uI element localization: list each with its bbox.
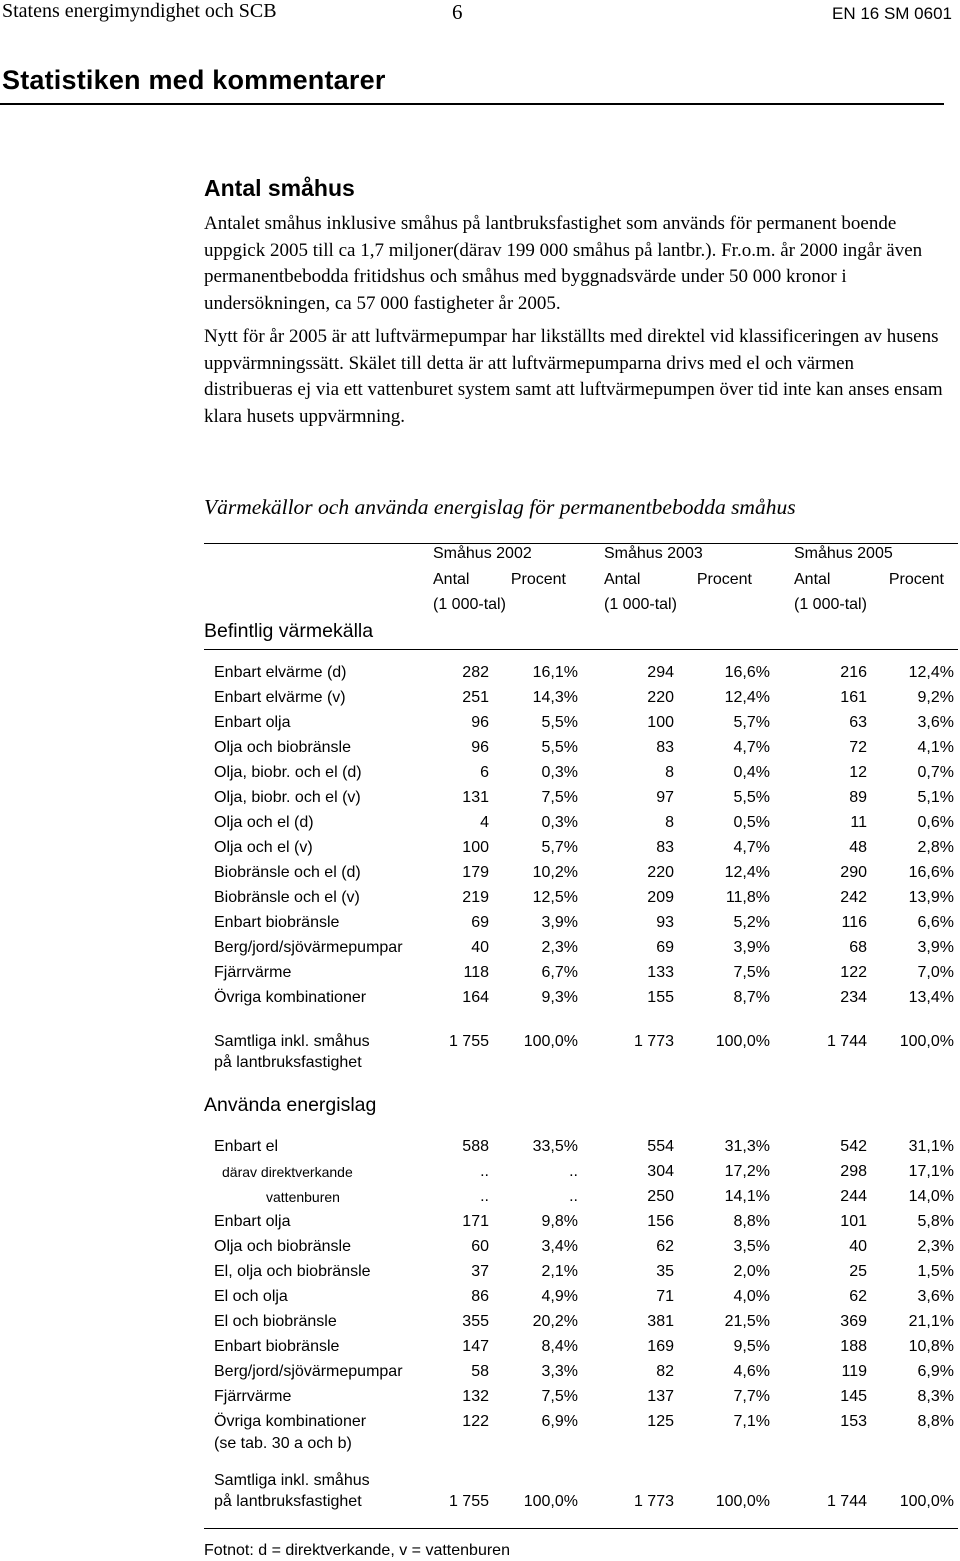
value-cell: 4,7%	[733, 739, 770, 756]
value-cell: 6,9%	[917, 1363, 954, 1380]
total-value: 100,0%	[523, 1493, 578, 1510]
value-cell: 294	[647, 664, 674, 681]
value-cell: 2,0%	[733, 1263, 770, 1280]
row-label: Enbart biobränsle	[214, 914, 340, 931]
value-cell: 304	[647, 1163, 674, 1180]
value-cell: 3,6%	[917, 714, 954, 731]
value-cell: 93	[656, 914, 674, 931]
value-cell: 21,1%	[908, 1313, 954, 1330]
unit-header: (1 000-tal)	[794, 596, 867, 613]
procent-header: Procent	[696, 571, 752, 588]
total-label: Samtliga inkl. småhus	[214, 1472, 370, 1489]
year-header: Småhus 2005	[794, 545, 893, 562]
value-cell: 97	[656, 789, 674, 806]
row-label: Biobränsle och el (d)	[214, 864, 361, 881]
table-rule-mid	[204, 649, 958, 650]
value-cell: 20,2%	[532, 1313, 578, 1330]
value-cell: 220	[647, 689, 674, 706]
value-cell: 169	[647, 1338, 674, 1355]
row-label: Enbart elvärme (d)	[214, 664, 347, 681]
row-label: (se tab. 30 a och b)	[214, 1435, 352, 1452]
value-cell: 10,2%	[532, 864, 578, 881]
value-cell: 7,1%	[733, 1413, 770, 1430]
row-label: Olja och el (d)	[214, 814, 314, 831]
row-label: vattenburen	[266, 1189, 340, 1205]
value-cell: 216	[840, 664, 867, 681]
value-cell: 588	[462, 1138, 489, 1155]
value-cell: 14,0%	[908, 1188, 954, 1205]
value-cell: 7,0%	[917, 964, 954, 981]
antal-header: Antal	[794, 571, 831, 588]
row-label: Enbart olja	[214, 714, 291, 731]
row-label: Övriga kombinationer	[214, 1413, 367, 1430]
value-cell: 0,7%	[917, 764, 954, 781]
value-cell: 9,8%	[541, 1213, 578, 1230]
value-cell: 5,2%	[733, 914, 770, 931]
value-cell: 125	[647, 1413, 674, 1430]
value-cell: 3,4%	[541, 1238, 578, 1255]
value-cell: 16,6%	[908, 864, 954, 881]
row-label: Olja, biobr. och el (d)	[214, 764, 362, 781]
row-label: därav direktverkande	[222, 1164, 353, 1180]
value-cell: 21,5%	[724, 1313, 770, 1330]
main-title: Statistiken med kommentarer	[2, 65, 386, 95]
row-label: Enbart olja	[214, 1213, 291, 1230]
value-cell: 40	[471, 939, 489, 956]
total-value: 100,0%	[715, 1493, 770, 1510]
value-cell: 9,3%	[541, 989, 578, 1006]
row-label: Olja och el (v)	[214, 839, 313, 856]
value-cell: 0,4%	[733, 764, 770, 781]
value-cell: 7,5%	[541, 1388, 578, 1405]
value-cell: 35	[656, 1263, 674, 1280]
value-cell: 122	[840, 964, 867, 981]
row-label: Olja och biobränsle	[214, 739, 351, 756]
total-value: 1 755	[448, 1033, 489, 1050]
row-label: Övriga kombinationer	[214, 989, 367, 1006]
value-cell: 0,3%	[541, 814, 578, 831]
value-cell: 164	[462, 989, 489, 1006]
value-cell: 2,3%	[541, 939, 578, 956]
total-value: 1 744	[826, 1493, 867, 1510]
table-caption: Värmekällor och använda energislag för permanentbebodda småhus	[204, 495, 796, 519]
value-cell: 122	[462, 1413, 489, 1430]
value-cell: 8,8%	[917, 1413, 954, 1430]
value-cell: 6,6%	[917, 914, 954, 931]
total-value: 100,0%	[715, 1033, 770, 1050]
value-cell: 209	[647, 889, 674, 906]
value-cell: 5,7%	[733, 714, 770, 731]
value-cell: 31,1%	[908, 1138, 954, 1155]
value-cell: 137	[647, 1388, 674, 1405]
value-cell: 48	[849, 839, 867, 856]
total-value: 1 755	[448, 1493, 489, 1510]
value-cell: 82	[656, 1363, 674, 1380]
value-cell: 3,9%	[733, 939, 770, 956]
value-cell: 3,3%	[541, 1363, 578, 1380]
value-cell: 381	[647, 1313, 674, 1330]
value-cell: 100	[647, 714, 674, 731]
value-cell: 282	[462, 664, 489, 681]
value-cell: 40	[849, 1238, 867, 1255]
value-cell: 10,8%	[908, 1338, 954, 1355]
paragraph-1: Antalet småhus inklusive småhus på lantbruksfastighet som används för permanent boende uppgick 2005 till ca 1,7 miljoner(därav 199 000 småhus på lantbr.). Fr.o.m. år 2000 ingår även permanentbebodda fritidshus och småhus med byggnadsvärde under 50 000 kronor i undersökningen, ca 57 000 fastigheter år 2005.	[204, 213, 923, 314]
value-cell: 132	[462, 1388, 489, 1405]
value-cell: 133	[647, 964, 674, 981]
unit-header: (1 000-tal)	[433, 596, 506, 613]
row-label: Fjärrvärme	[214, 1388, 292, 1405]
value-cell: 4,7%	[733, 839, 770, 856]
value-cell: 12,4%	[908, 664, 954, 681]
value-cell: 2,8%	[917, 839, 954, 856]
value-cell: 101	[840, 1213, 867, 1230]
section-title: Antal småhus	[204, 175, 355, 201]
total-value: 100,0%	[899, 1493, 954, 1510]
row-label: Enbart el	[214, 1138, 279, 1155]
total-value: 100,0%	[899, 1033, 954, 1050]
value-cell: 9,2%	[917, 689, 954, 706]
value-cell: 8	[665, 764, 674, 781]
value-cell: 2,3%	[917, 1238, 954, 1255]
value-cell: 554	[647, 1138, 674, 1155]
total-value: 1 773	[633, 1493, 674, 1510]
value-cell: 83	[656, 739, 674, 756]
value-cell: 7,5%	[541, 789, 578, 806]
value-cell: 161	[840, 689, 867, 706]
value-cell: 219	[462, 889, 489, 906]
procent-header: Procent	[510, 571, 566, 588]
value-cell: ..	[569, 1163, 578, 1180]
value-cell: 8,4%	[541, 1338, 578, 1355]
value-cell: ..	[569, 1188, 578, 1205]
value-cell: 118	[463, 964, 489, 981]
value-cell: 58	[471, 1363, 489, 1380]
value-cell: 171	[462, 1213, 489, 1230]
value-cell: 5,7%	[541, 839, 578, 856]
header-left: Statens energimyndighet och SCB	[2, 0, 277, 22]
page-number: 6	[452, 0, 463, 24]
row-label: El, olja och biobränsle	[214, 1263, 371, 1280]
section-heading: Använda energislag	[204, 1094, 377, 1116]
value-cell: 5,5%	[541, 714, 578, 731]
value-cell: 145	[840, 1388, 867, 1405]
value-cell: 60	[471, 1238, 489, 1255]
value-cell: 242	[840, 889, 867, 906]
footnote: Fotnot: d = direktverkande, v = vattenburen	[204, 1542, 510, 1559]
header-right: EN 16 SM 0601	[831, 4, 952, 23]
value-cell: 12,5%	[532, 889, 578, 906]
value-cell: 0,6%	[917, 814, 954, 831]
value-cell: 83	[656, 839, 674, 856]
value-cell: 9,5%	[733, 1338, 770, 1355]
value-cell: ..	[480, 1163, 489, 1180]
antal-header: Antal	[604, 571, 641, 588]
value-cell: 71	[656, 1288, 674, 1305]
value-cell: 6,7%	[541, 964, 578, 981]
value-cell: 69	[471, 914, 489, 931]
value-cell: 3,9%	[917, 939, 954, 956]
total-label: Samtliga inkl. småhus	[214, 1033, 370, 1050]
value-cell: 12	[849, 764, 867, 781]
value-cell: 147	[462, 1338, 489, 1355]
value-cell: 5,8%	[917, 1213, 954, 1230]
row-label: Berg/jord/sjövärmepumpar	[214, 1363, 403, 1380]
value-cell: 69	[656, 939, 674, 956]
value-cell: 251	[462, 689, 489, 706]
value-cell: 3,9%	[541, 914, 578, 931]
value-cell: 369	[840, 1313, 867, 1330]
value-cell: 31,3%	[724, 1138, 770, 1155]
value-cell: 179	[462, 864, 489, 881]
total-value: 1 773	[633, 1033, 674, 1050]
paragraph-2: Nytt för år 2005 är att luftvärmepumpar har likställts med direktel vid klassificeringen av husens uppvärmningssätt. Skälet till detta är att luftvärmepumparna drivs med el och värmen distribueras ej via ett vattenburet system samt att luftvärmepumpen över tid inte kan anses ensam klara husets uppvärmning.	[204, 326, 943, 427]
value-cell: 234	[840, 989, 867, 1006]
year-header: Småhus 2003	[604, 545, 703, 562]
value-cell: 244	[840, 1188, 867, 1205]
row-label: Berg/jord/sjövärmepumpar	[214, 939, 403, 956]
value-cell: 3,6%	[917, 1288, 954, 1305]
value-cell: 96	[471, 714, 489, 731]
value-cell: 298	[840, 1163, 867, 1180]
value-cell: 131	[462, 789, 489, 806]
value-cell: 7,7%	[733, 1388, 770, 1405]
value-cell: 17,2%	[724, 1163, 770, 1180]
value-cell: 119	[841, 1363, 867, 1380]
value-cell: 12,4%	[724, 864, 770, 881]
value-cell: 8,3%	[917, 1388, 954, 1405]
year-header: Småhus 2002	[433, 545, 532, 562]
title-rule	[0, 103, 944, 105]
value-cell: 11,8%	[725, 889, 770, 906]
value-cell: 8,8%	[733, 1213, 770, 1230]
value-cell: 89	[849, 789, 867, 806]
value-cell: 68	[849, 939, 867, 956]
value-cell: 1,5%	[917, 1263, 954, 1280]
value-cell: 96	[471, 739, 489, 756]
value-cell: 4,9%	[541, 1288, 578, 1305]
row-label: Enbart biobränsle	[214, 1338, 340, 1355]
value-cell: 220	[647, 864, 674, 881]
row-label: Fjärrvärme	[214, 964, 292, 981]
row-label: El och biobränsle	[214, 1313, 337, 1330]
value-cell: 37	[471, 1263, 489, 1280]
value-cell: 6,9%	[541, 1413, 578, 1430]
value-cell: 542	[840, 1138, 867, 1155]
value-cell: 14,3%	[532, 689, 578, 706]
value-cell: 86	[471, 1288, 489, 1305]
value-cell: 3,5%	[733, 1238, 770, 1255]
value-cell: 355	[462, 1313, 489, 1330]
table-rule-bottom	[204, 1528, 958, 1529]
value-cell: 17,1%	[908, 1163, 954, 1180]
value-cell: 188	[840, 1338, 867, 1355]
value-cell: ..	[480, 1188, 489, 1205]
total-label: på lantbruksfastighet	[214, 1493, 362, 1510]
value-cell: 2,1%	[541, 1263, 578, 1280]
value-cell: 13,9%	[908, 889, 954, 906]
row-label: Biobränsle och el (v)	[214, 889, 360, 906]
value-cell: 8,7%	[733, 989, 770, 1006]
value-cell: 4	[480, 814, 489, 831]
value-cell: 250	[647, 1188, 674, 1205]
value-cell: 4,0%	[733, 1288, 770, 1305]
total-value: 1 744	[826, 1033, 867, 1050]
value-cell: 13,4%	[908, 989, 954, 1006]
antal-header: Antal	[433, 571, 470, 588]
total-label: på lantbruksfastighet	[214, 1054, 362, 1071]
value-cell: 12,4%	[724, 689, 770, 706]
value-cell: 4,6%	[733, 1363, 770, 1380]
value-cell: 155	[647, 989, 674, 1006]
value-cell: 153	[840, 1413, 867, 1430]
value-cell: 6	[480, 764, 489, 781]
value-cell: 0,3%	[541, 764, 578, 781]
value-cell: 16,1%	[532, 664, 578, 681]
value-cell: 16,6%	[724, 664, 770, 681]
section-heading: Befintlig värmekälla	[204, 620, 374, 642]
value-cell: 5,5%	[733, 789, 770, 806]
total-value: 100,0%	[523, 1033, 578, 1050]
value-cell: 33,5%	[532, 1138, 578, 1155]
value-cell: 63	[849, 714, 867, 731]
value-cell: 14,1%	[724, 1188, 770, 1205]
value-cell: 0,5%	[733, 814, 770, 831]
value-cell: 62	[849, 1288, 867, 1305]
row-label: Olja och biobränsle	[214, 1238, 351, 1255]
unit-header: (1 000-tal)	[604, 596, 677, 613]
value-cell: 7,5%	[733, 964, 770, 981]
row-label: Enbart elvärme (v)	[214, 689, 346, 706]
row-label: Olja, biobr. och el (v)	[214, 789, 361, 806]
procent-header: Procent	[888, 571, 944, 588]
value-cell: 290	[840, 864, 867, 881]
row-label: El och olja	[214, 1288, 288, 1305]
value-cell: 62	[656, 1238, 674, 1255]
value-cell: 8	[665, 814, 674, 831]
value-cell: 25	[849, 1263, 867, 1280]
value-cell: 4,1%	[917, 739, 954, 756]
value-cell: 156	[647, 1213, 674, 1230]
value-cell: 5,5%	[541, 739, 578, 756]
value-cell: 5,1%	[917, 789, 954, 806]
value-cell: 116	[841, 914, 867, 931]
value-cell: 72	[849, 739, 867, 756]
value-cell: 11	[850, 814, 867, 831]
value-cell: 100	[462, 839, 489, 856]
